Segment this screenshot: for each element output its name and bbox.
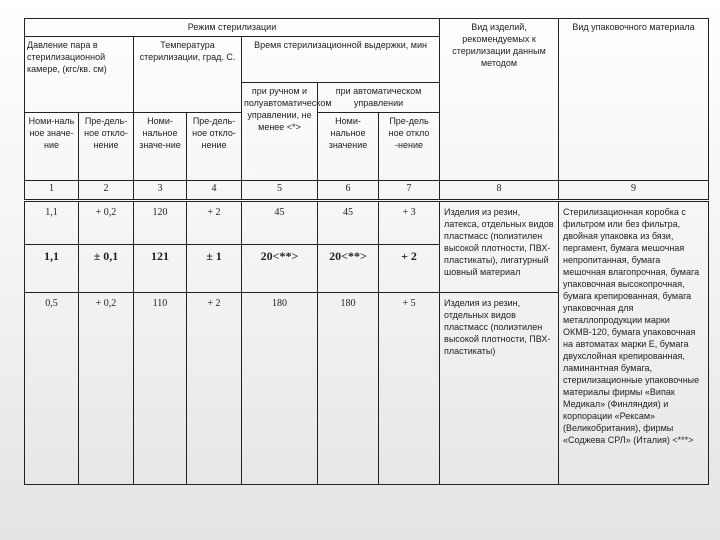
cell: 1,1 [25, 245, 79, 293]
cell: + 3 [379, 201, 440, 245]
time-header: Время стерилизационной выдержки, мин [242, 37, 440, 83]
limit-time-header: Пре-дель ное откло -нение [379, 113, 440, 181]
table-row [25, 201, 709, 245]
cell: 20<**> [318, 245, 379, 293]
cell: + 2 [379, 245, 440, 293]
cell: + 0,2 [79, 201, 134, 245]
column-number: 3 [134, 181, 187, 201]
products-cell: Изделия из резин, латекса, отдельных видов пластмасс (полиэтилен высокой плотности, ПВХ-пластикаты), лигатурный шовный материал [440, 201, 559, 293]
cell: 121 [134, 245, 187, 293]
nominal-temperature-header: Номи-нальное значе-ние [134, 113, 187, 181]
packaging-header: Вид упаковочного материала [559, 19, 709, 181]
mode-header: Режим стерилизации [25, 19, 440, 37]
nominal-pressure-header: Номи-наль ное значе-ние [25, 113, 79, 181]
limit-pressure-header: Пре-дель-ное откло-нение [79, 113, 134, 181]
products-header: Вид изделий, рекомендуемых к стерилизации данным методом [440, 19, 559, 181]
column-number: 8 [440, 181, 559, 201]
column-number: 7 [379, 181, 440, 201]
cell: 180 [318, 293, 379, 485]
cell: 110 [134, 293, 187, 485]
cell: 0,5 [25, 293, 79, 485]
cell: 45 [242, 201, 318, 245]
automatic-header: при автоматическом управлении [318, 83, 440, 113]
packaging-cell: Стерилизационная коробка с фильтром или без фильтра, двойная упаковка из бязи, пергамент, бумага мешочная непропитанная, бумага мешочная влагопрочная, бумага упаковочная высокопрочная, бумага крепированная, бумага упаковочная для металлопродукции марки ОКМВ-120, бумага упаковочная на автоматах марки Е, бумага двухслойная крепированная, ламинантная бумага, стерилизационные упаковочные материалы фирмы «Випак Медикал» (Финляндия) и корпорации «Рексам» (Великобритания), фирмы «Соджева СРЛ» (Италия) <***> [559, 201, 709, 485]
temperature-header: Температура стерилизации, град. С. [134, 37, 242, 113]
column-number: 1 [25, 181, 79, 201]
limit-temperature-header: Пре-дель-ное откло-нение [187, 113, 242, 181]
cell: 45 [318, 201, 379, 245]
cell: ± 1 [187, 245, 242, 293]
column-number: 9 [559, 181, 709, 201]
cell: 120 [134, 201, 187, 245]
column-number: 6 [318, 181, 379, 201]
cell: + 2 [187, 293, 242, 485]
manual-header: при ручном и полуавтоматическом управлении, не менее <*> [242, 83, 318, 181]
cell: + 0,2 [79, 293, 134, 485]
column-number: 5 [242, 181, 318, 201]
column-number: 4 [187, 181, 242, 201]
cell: 180 [242, 293, 318, 485]
cell: 20<**> [242, 245, 318, 293]
cell: + 2 [187, 201, 242, 245]
sterilization-table [24, 18, 709, 485]
pressure-header: Давление пара в стерилизационной камере, (кгс/кв. см) [25, 37, 134, 113]
cell: 1,1 [25, 201, 79, 245]
products-cell: Изделия из резин, отдельных видов пластмасс (полиэтилен высокой плотности, ПВХ-пластикаты) [440, 293, 559, 485]
cell: + 5 [379, 293, 440, 485]
cell: ± 0,1 [79, 245, 134, 293]
column-number: 2 [79, 181, 134, 201]
nominal-time-header: Номи-нальное значение [318, 113, 379, 181]
